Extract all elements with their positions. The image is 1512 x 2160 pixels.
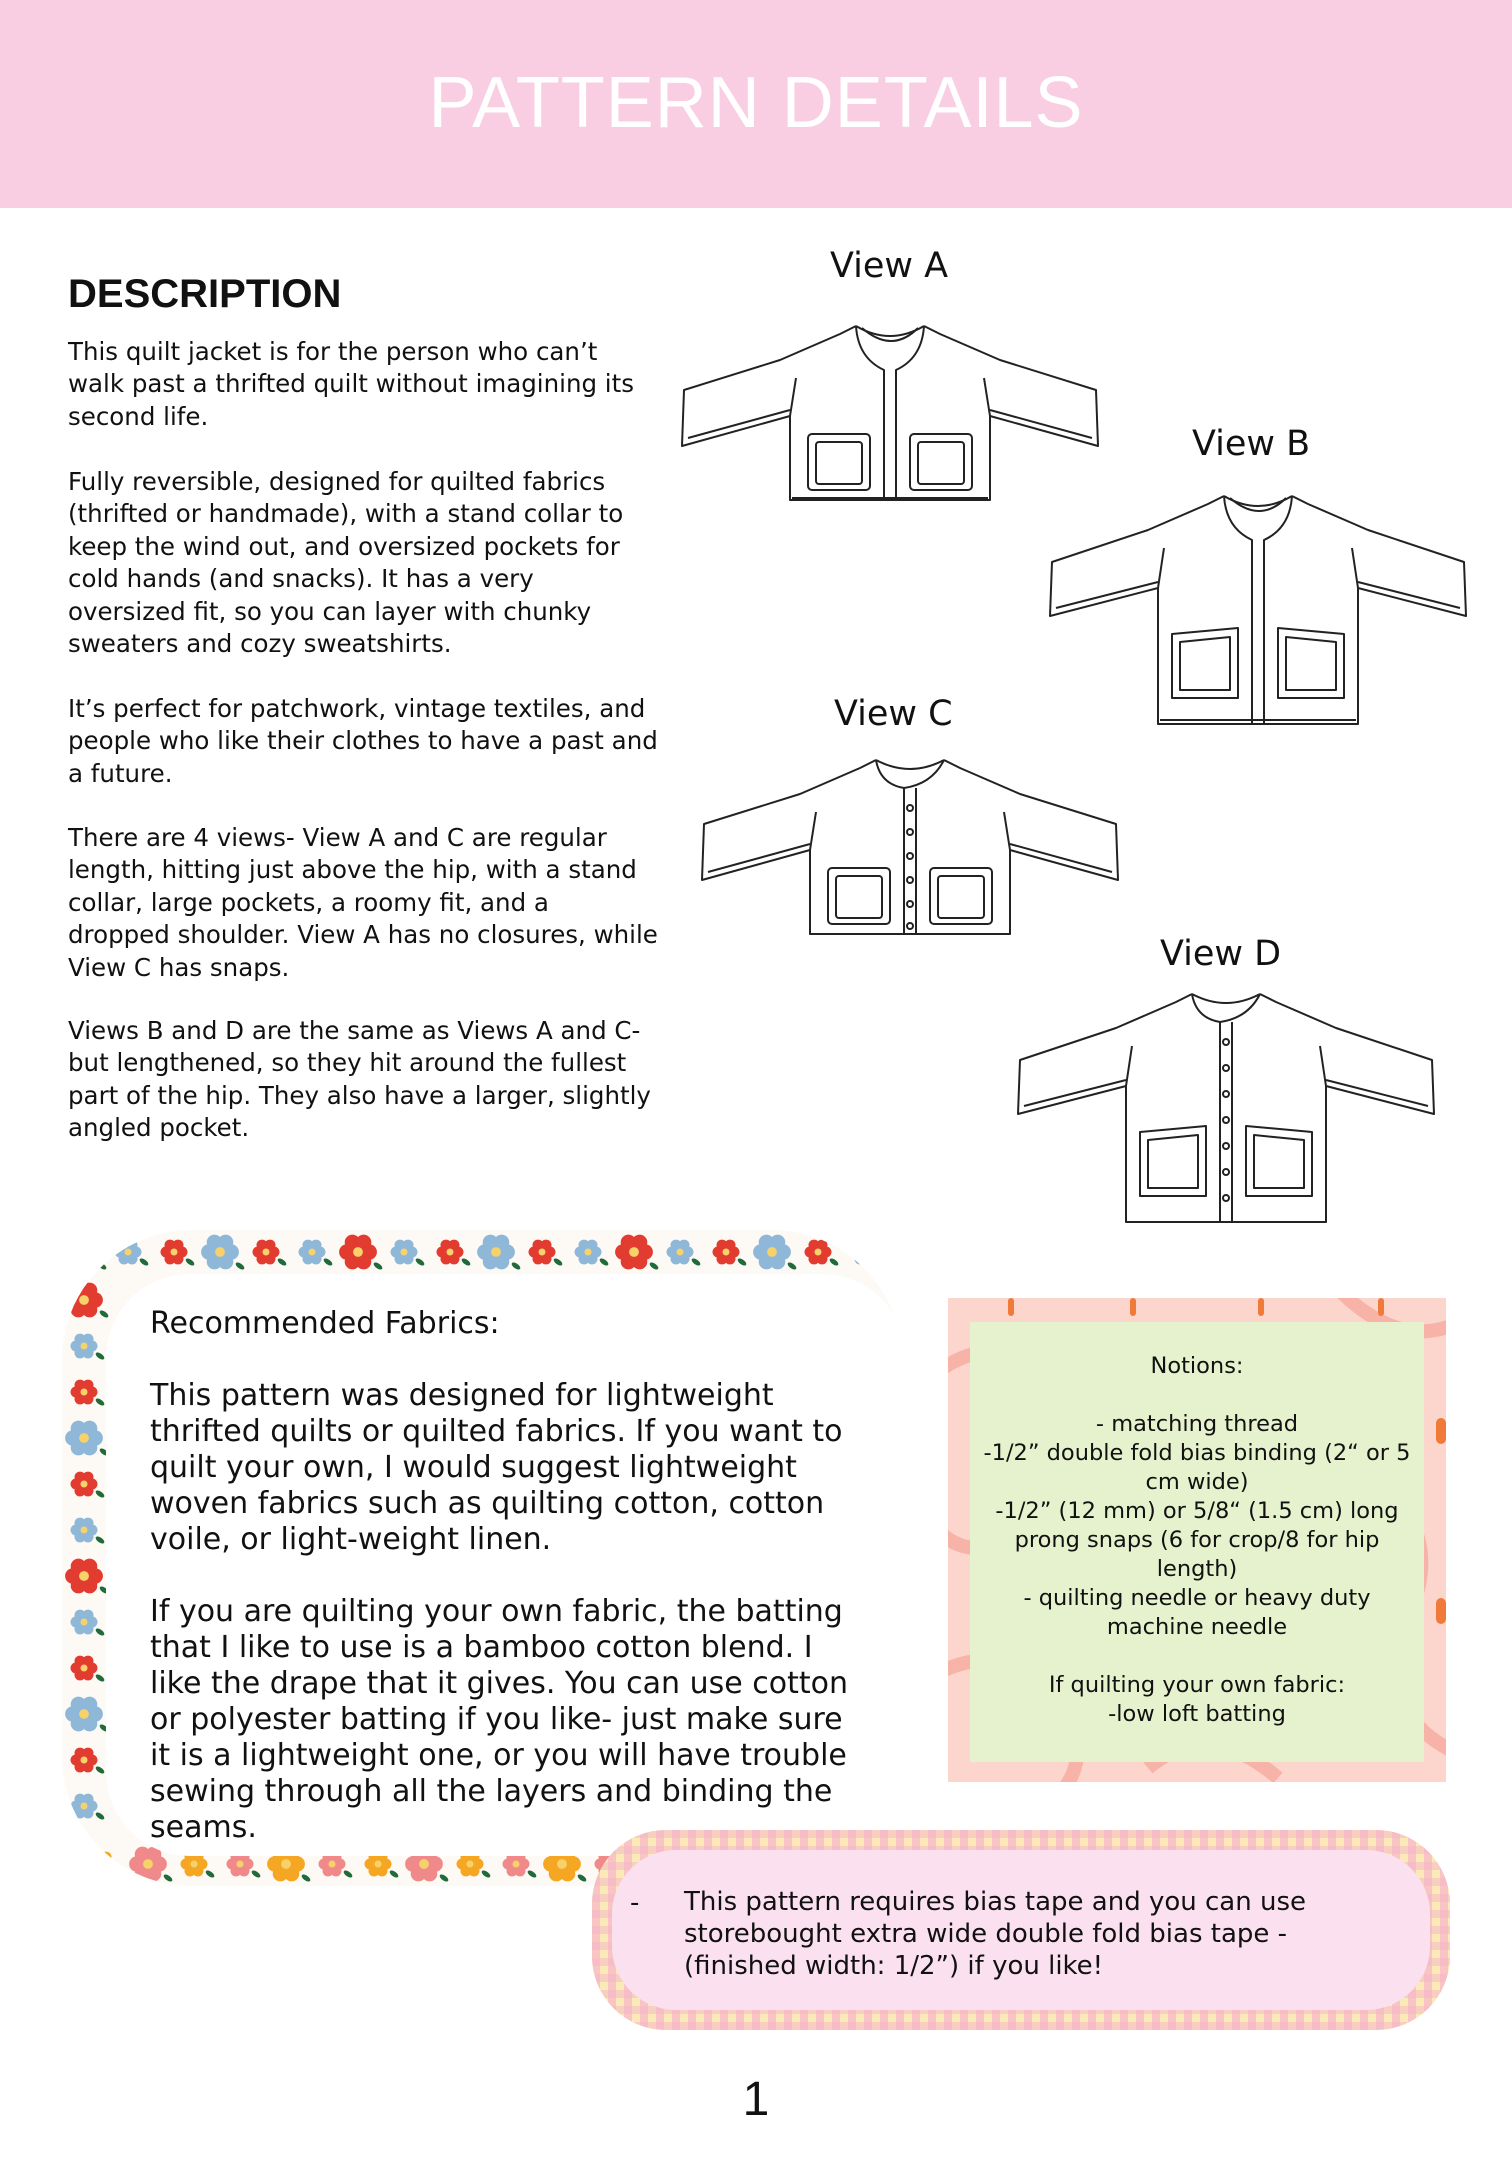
jacket-long-open-icon	[1048, 488, 1468, 728]
bias-tape-bullet: -	[630, 1888, 640, 1918]
flower-icon	[63, 1235, 107, 1271]
flower-icon	[115, 1240, 150, 1267]
flower-icon	[713, 1240, 748, 1267]
description-paragraph-2: Fully reversible, designed for quilted fabrics (thrifted or handmade), with a stand collar to keep the wind out, and oversized pockets for cold hands (and snacks). It has a very oversized fit, so you can layer with chunky sweaters and cozy sweatshirts.	[68, 467, 624, 659]
view-d-label: View D	[1160, 934, 1282, 974]
description-paragraph-1: This quilt jacket is for the person who can’t walk past a thrifted quilt without imagining its second life.	[68, 337, 634, 431]
jacket-crop-snaps-icon	[700, 752, 1120, 942]
jacket-crop-open-icon	[680, 318, 1100, 508]
flower-icon	[161, 1240, 196, 1267]
page-header	[0, 0, 1512, 208]
notions-item: - quilting needle or heavy duty machine needle	[1023, 1585, 1371, 1640]
view-a-label: View A	[830, 246, 949, 286]
flower-icon	[201, 1235, 245, 1271]
flower-icon	[71, 1380, 106, 1407]
flower-icon	[71, 1656, 106, 1683]
bias-tape-text: This pattern requires bias tape and you can use storebought extra wide double fold bias tape - (finished width: 1/2”) if you like!	[684, 1887, 1307, 1981]
flower-icon	[529, 1240, 564, 1267]
flower-icon	[65, 1559, 109, 1595]
flower-icon	[339, 1235, 383, 1271]
view-b-label: View B	[1192, 424, 1311, 464]
flower-icon	[65, 1421, 109, 1457]
flower-icon	[89, 1852, 124, 1879]
notions-item: -1/2” double fold bias binding (2“ or 5 cm wide)	[983, 1440, 1411, 1495]
view-c-label: View C	[834, 694, 953, 734]
flower-icon	[391, 1240, 426, 1267]
flower-icon	[71, 1334, 106, 1361]
notions-item: -1/2” (12 mm) or 5/8“ (1.5 cm) long prong snaps (6 for crop/8 for hip length)	[995, 1498, 1399, 1582]
description-paragraph-5: Views B and D are the same as Views A and C- but lengthened, so they hit around the fullest part of the hip. They also have a larger, slightly angled pocket.	[68, 1016, 651, 1143]
notions-quilting-title: If quilting your own fabric:	[1048, 1672, 1346, 1698]
description-heading: DESCRIPTION	[68, 272, 342, 316]
page-title: PATTERN DETAILS	[428, 63, 1084, 143]
flower-icon	[253, 1240, 288, 1267]
flower-icon	[65, 1283, 109, 1319]
fabrics-title: Recommended Fabrics:	[150, 1306, 500, 1341]
flower-icon	[667, 1240, 702, 1267]
notions-quilting-item: -low loft batting	[1108, 1701, 1286, 1727]
page-number: 1	[742, 2073, 770, 2126]
flower-icon	[71, 1610, 106, 1637]
notions-title: Notions:	[1150, 1353, 1244, 1379]
flower-icon	[575, 1240, 610, 1267]
fabrics-text	[150, 1306, 860, 1882]
flower-icon	[851, 1240, 886, 1267]
notions-text	[980, 1352, 1414, 1729]
description-paragraph-4: There are 4 views- View A and C are regular length, hitting just above the hip, with a stand collar, large pockets, a roomy fit, and a dropped shoulder. View A has no closures, while View C has snaps.	[68, 823, 658, 982]
flower-icon	[615, 1235, 659, 1271]
jacket-long-snaps-icon	[1016, 986, 1436, 1226]
flower-icon	[477, 1235, 521, 1271]
flower-icon	[71, 1472, 106, 1499]
flower-icon	[65, 1697, 109, 1733]
description-paragraph-3: It’s perfect for patchwork, vintage textiles, and people who like their clothes to have a past and a future.	[68, 694, 658, 788]
flower-icon	[71, 1518, 106, 1545]
flower-icon	[753, 1235, 797, 1271]
fabrics-paragraph-1: This pattern was designed for lightweight thrifted quilts or quilted fabrics. If you want to quilt your own, I would suggest lightweight woven fabrics such as quilting cotton, cotton voile, or light-weight linen.	[150, 1378, 843, 1557]
flower-icon	[299, 1240, 334, 1267]
flower-icon	[71, 1748, 106, 1775]
flower-icon	[71, 1794, 106, 1821]
flower-icon	[805, 1240, 840, 1267]
flower-icon	[437, 1240, 472, 1267]
notions-item: - matching thread	[1095, 1411, 1299, 1437]
fabrics-paragraph-2: If you are quilting your own fabric, the batting that I like to use is a bamboo cotton blend. I like the drape that it gives. You can use cotton or polyester batting if you like- just make sure it is a lightweight one, or you will have trouble sewing through all the layers and binding the seams.	[150, 1594, 848, 1845]
